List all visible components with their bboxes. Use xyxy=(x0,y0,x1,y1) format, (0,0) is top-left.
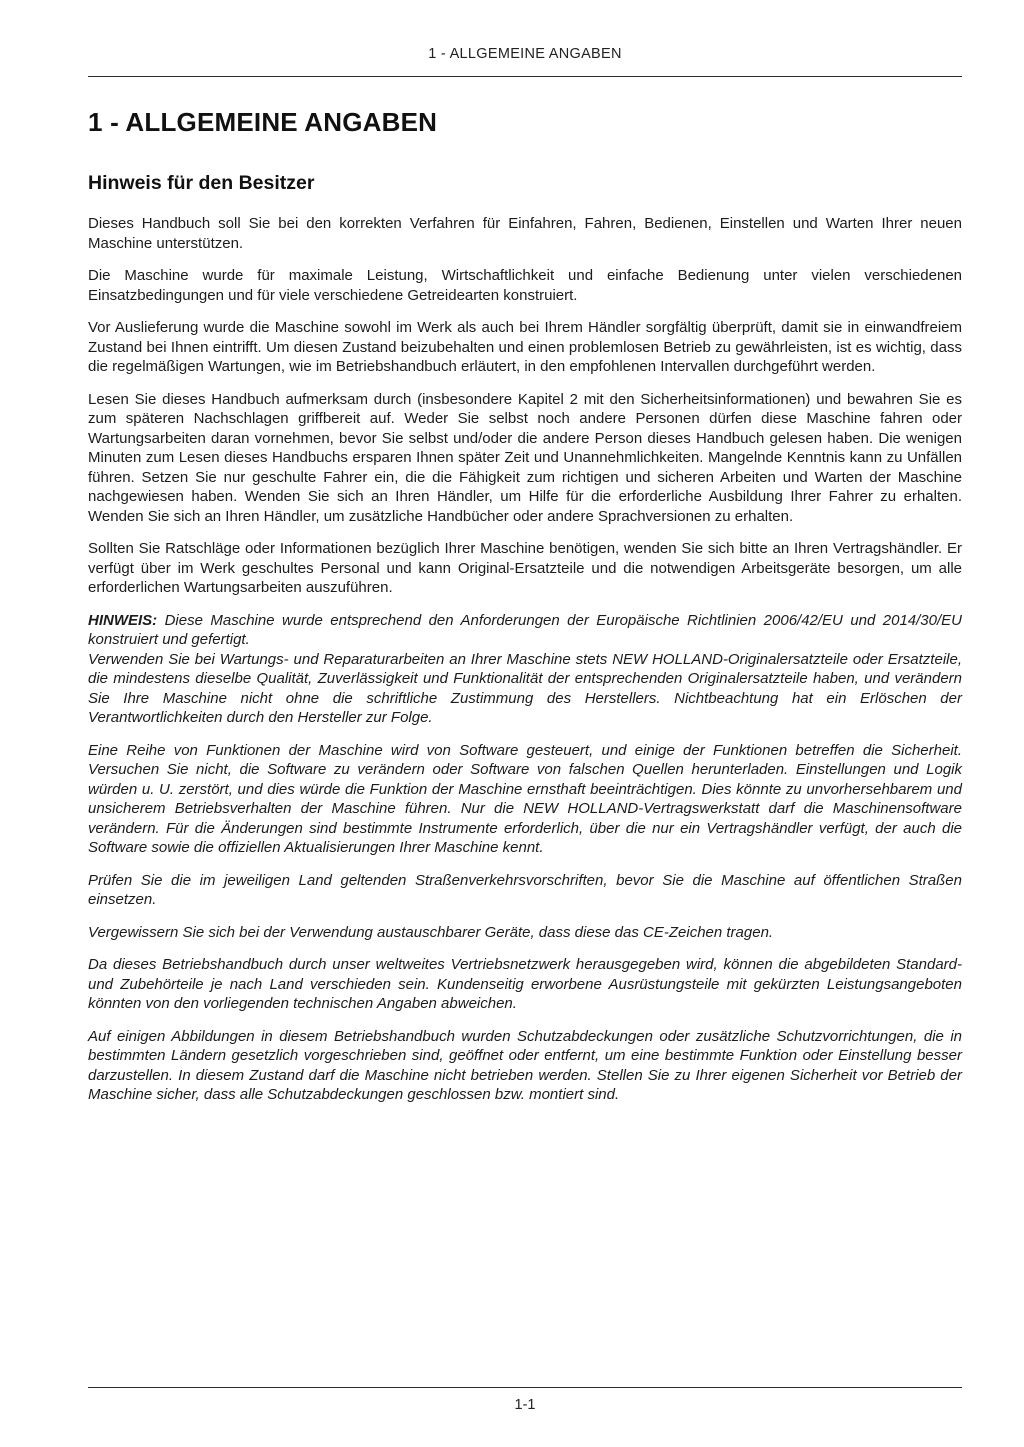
page-header xyxy=(88,46,962,77)
paragraph-intro: Dieses Handbuch soll Sie bei den korrekten Verfahren für Einfahren, Fahren, Bedienen, Einstellen und Warten Ihrer neuen Maschine unterstützen. xyxy=(88,215,962,252)
paragraph-worldwide-network: Da dieses Betriebshandbuch durch unser weltweites Vertriebsnetzwerk herausgegeben wird, können die abgebildeten Standard- und Zubehörteile je nach Land verschieden sein. Kundenseitig erworbene Ausrüstungsteile mit gekürzten Leistungsangeboten könnten von den vorliegenden technischen Angaben abweichen. xyxy=(88,956,962,1012)
note-line1: Diese Maschine wurde entsprechend den Anforderungen der Europäische Richtlinien 2006/42/EU und 2014/30/EU konstruiert und gefertigt. xyxy=(88,611,962,648)
paragraph-read-manual: Lesen Sie dieses Handbuch aufmerksam durch (insbesondere Kapitel 2 mit den Sicherheitsinformationen) und bewahren Sie es zum späteren Nachschlagen griffbereit auf. Weder Sie selbst noch andere Personen dürfen diese Maschine fahren oder Wartungsarbeiten daran vornehmen, bevor Sie selbst und/oder die andere Person dieses Handbuch gelesen haben. Die wenigen Minuten zum Lesen dieses Handbuchs ersparen Ihnen später Zeit und Unannehmlichkeiten. Mangelnde Kenntnis kann zu Unfällen führen. Setzen Sie nur geschulte Fahrer ein, die die Fähigkeit zum richtigen und sicheren Arbeiten und Warten der Maschine nachgewiesen haben. Wenden Sie sich an Ihren Händler, um Hilfe für die erforderliche Ausbildung Ihrer Fahrer zu erhalten. Wenden Sie sich an Ihren Händler, um zusätzliche Handbücher oder andere Sprachversionen zu erhalten. xyxy=(88,390,962,525)
note-paragraph xyxy=(88,611,962,728)
page-footer xyxy=(88,1387,962,1413)
note-label: HINWEIS: xyxy=(88,611,158,629)
chapter-title: 1 - ALLGEMEINE ANGABEN xyxy=(88,107,438,137)
section-title: Hinweis für den Besitzer xyxy=(88,172,315,194)
paragraph-ce-mark: Vergewissern Sie sich bei der Verwendung austauschbarer Geräte, dass diese das CE-Zeichen tragen. xyxy=(88,923,774,941)
footer-rule xyxy=(88,1387,962,1388)
paragraph-design: Die Maschine wurde für maximale Leistung, Wirtschaftlichkeit und einfache Bedienung unter vielen verschiedenen Einsatzbedingungen und für viele verschiedene Getreidearten konstruiert. xyxy=(88,267,962,304)
paragraph-software: Eine Reihe von Funktionen der Maschine wird von Software gesteuert, und einige der Funktionen betreffen die Sicherheit. Versuchen Sie nicht, die Software zu verändern oder Software von falschen Quellen herunterladen. Einstellungen und Logik würden u. U. zerstört, und dies würde die Funktion der Maschine ernsthaft beeinträchtigen. Dies könnte zu unvorhersehbarem und unsicherem Betriebsverhalten der Maschine führen. Nur die NEW HOLLAND-Vertragswerkstatt darf die Maschinensoftware verändern. Für die Änderungen sind bestimmte Instrumente erforderlich, über die nur ein Vertragshändler verfügt, der auch die Software sowie die offiziellen Aktualisierungen Ihrer Maschine kennt. xyxy=(88,741,962,856)
paragraph-traffic-rules: Prüfen Sie die im jeweiligen Land geltenden Straßenverkehrsvorschriften, bevor Sie die Maschine auf öffentlichen Straßen einsetzen. xyxy=(88,871,962,908)
paragraph-guards: Auf einigen Abbildungen in diesem Betriebshandbuch wurden Schutzabdeckungen oder zusätzliche Schutzvorrichtungen, die in bestimmten Ländern gesetzlich vorgeschrieben sind, geöffnet oder entfernt, um eine bestimmte Funktion oder Einstellung besser darzustellen. In diesem Zustand darf die Maschine nicht betrieben werden. Stellen Sie zu Ihrer eigenen Sicherheit vor Betrieb der Maschine sicher, dass alle Schutzabdeckungen geschlossen bzw. montiert sind. xyxy=(88,1027,962,1103)
running-header: 1 - ALLGEMEINE ANGABEN xyxy=(428,46,622,62)
page-body xyxy=(88,77,962,1387)
page-number: 1-1 xyxy=(514,1397,536,1413)
paragraph-inspection: Vor Auslieferung wurde die Maschine sowohl im Werk als auch bei Ihrem Händler sorgfältig überprüft, damit sie in einwandfreiem Zustand bei Ihnen eintrifft. Um diesen Zustand beizubehalten und einen problemlosen Betrieb zu gewährleisten, ist es wichtig, dass die regelmäßigen Wartungen, wie im Betriebshandbuch erläutert, in den empfohlenen Intervallen durchgeführt werden. xyxy=(88,319,962,375)
paragraph-dealer: Sollten Sie Ratschläge oder Informationen bezüglich Ihrer Maschine benötigen, wenden Sie sich bitte an Ihren Vertragshändler. Er verfügt über im Werk geschultes Personal und kann Original-Ersatzteile und die notwendigen Arbeitsgeräte besorgen, um alle erforderlichen Wartungsarbeiten auszuführen. xyxy=(88,540,962,596)
note-line2: Verwenden Sie bei Wartungs- und Reparaturarbeiten an Ihrer Maschine stets NEW HOLLAND-Originalersatzteile oder Ersatzteile, die mindestens dieselbe Qualität, Zuverlässigkeit und Funktionalität der entsprechenden Originalersatzteile haben, und verändern Sie Ihre Maschine nicht ohne die schriftliche Zustimmung des Herstellers. Nichtbeachtung hat ein Erlöschen der Verantwortlichkeiten durch den Hersteller zur Folge. xyxy=(88,650,962,726)
body-text xyxy=(88,214,962,1105)
